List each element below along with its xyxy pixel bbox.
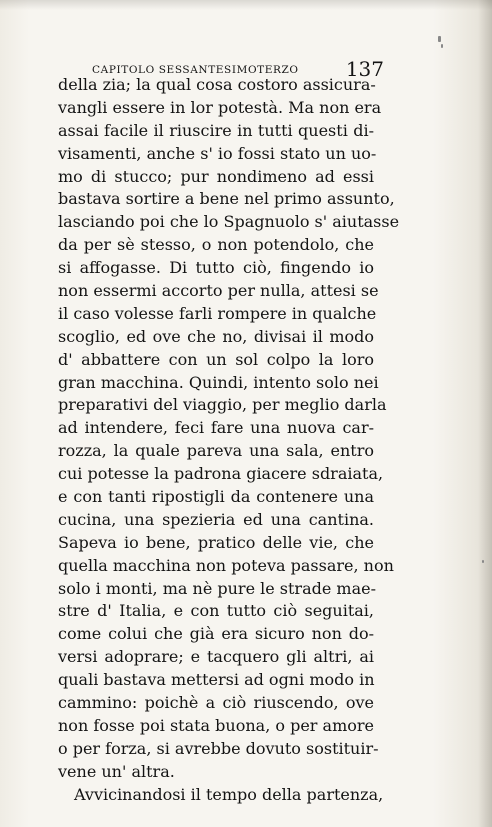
text-line: d' abbattere con un sol colpo la loro (58, 349, 374, 369)
text-line: non fosse poi stata buona, o per amore (58, 715, 374, 735)
text-line: da per sè stesso, o non potendolo, che (58, 235, 374, 255)
paragraph-start-line: Avvicinandosi il tempo della partenza, (74, 784, 384, 804)
text-line: della zia; la qual cosa costoro assicura- (58, 75, 376, 94)
text-line: non essermi accorto per nulla, attesi se (58, 281, 379, 301)
text-line: come colui che già era sicuro non do- (58, 624, 374, 644)
top-edge-shadow (0, 0, 492, 10)
paper-speck (438, 36, 441, 42)
text-line: rozza, la quale pareva una sala, entro (58, 441, 374, 461)
text-line: versi adoprare; e tacquero gli altri, ai (58, 647, 374, 667)
text-line: quali bastava mettersi ad ogni modo in (58, 670, 375, 690)
text-line: cui potesse la padrona giacere sdraiata, (58, 464, 384, 484)
text-line: visamenti, anche s' io fossi stato un uo- (58, 143, 377, 163)
text-line: Sapeva io bene, pratico delle vie, che (58, 532, 374, 552)
text-line: si affogasse. Di tutto ciò, fingendo io (58, 258, 374, 278)
text-line: stre d' Italia, e con tutto ciò seguitai, (58, 601, 374, 621)
text-line: mo di stucco; pur nondimeno ad essi (58, 166, 374, 186)
text-line: solo i monti, ma nè pure le strade mae- (58, 578, 376, 598)
text-line: quella macchina non poteva passare, non (58, 555, 394, 575)
text-line: cucina, una spezieria ed una cantina. (58, 509, 374, 529)
text-line: assai facile il riuscire in tutti questi di- (58, 120, 374, 140)
text-line: e con tanti ripostigli da contenere una (58, 487, 374, 507)
paper-speck (482, 560, 484, 563)
body-text (58, 74, 400, 807)
text-line: ad intendere, feci fare una nuova car- (58, 418, 374, 438)
text-line: lasciando poi che lo Spagnuolo s' aiutasse (58, 212, 400, 232)
text-line: gran macchina. Quindi, intento solo nei (58, 372, 379, 392)
text-line: il caso volesse farli rompere in qualche (58, 303, 377, 323)
text-line: scoglio, ed ove che no, divisai il modo (58, 326, 374, 346)
text-line: o per forza, si avrebbe dovuto sostituir- (58, 738, 379, 758)
text-line: bastava sortire a bene nel primo assunto, (58, 189, 395, 209)
page-number: 137 (345, 57, 384, 81)
text-line: preparativi del viaggio, per meglio darla (58, 395, 387, 415)
text-line: cammino: poichè a ciò riuscendo, ove (58, 693, 374, 713)
text-line: vangli essere in lor potestà. Ma non era (58, 97, 382, 117)
paper-speck (441, 44, 443, 48)
running-head: CAPITOLO SESSANTESIMOTERZO (92, 64, 299, 76)
page-edge-shadow (478, 0, 492, 827)
paragraph-end-line: vene un' altra. (58, 761, 175, 781)
